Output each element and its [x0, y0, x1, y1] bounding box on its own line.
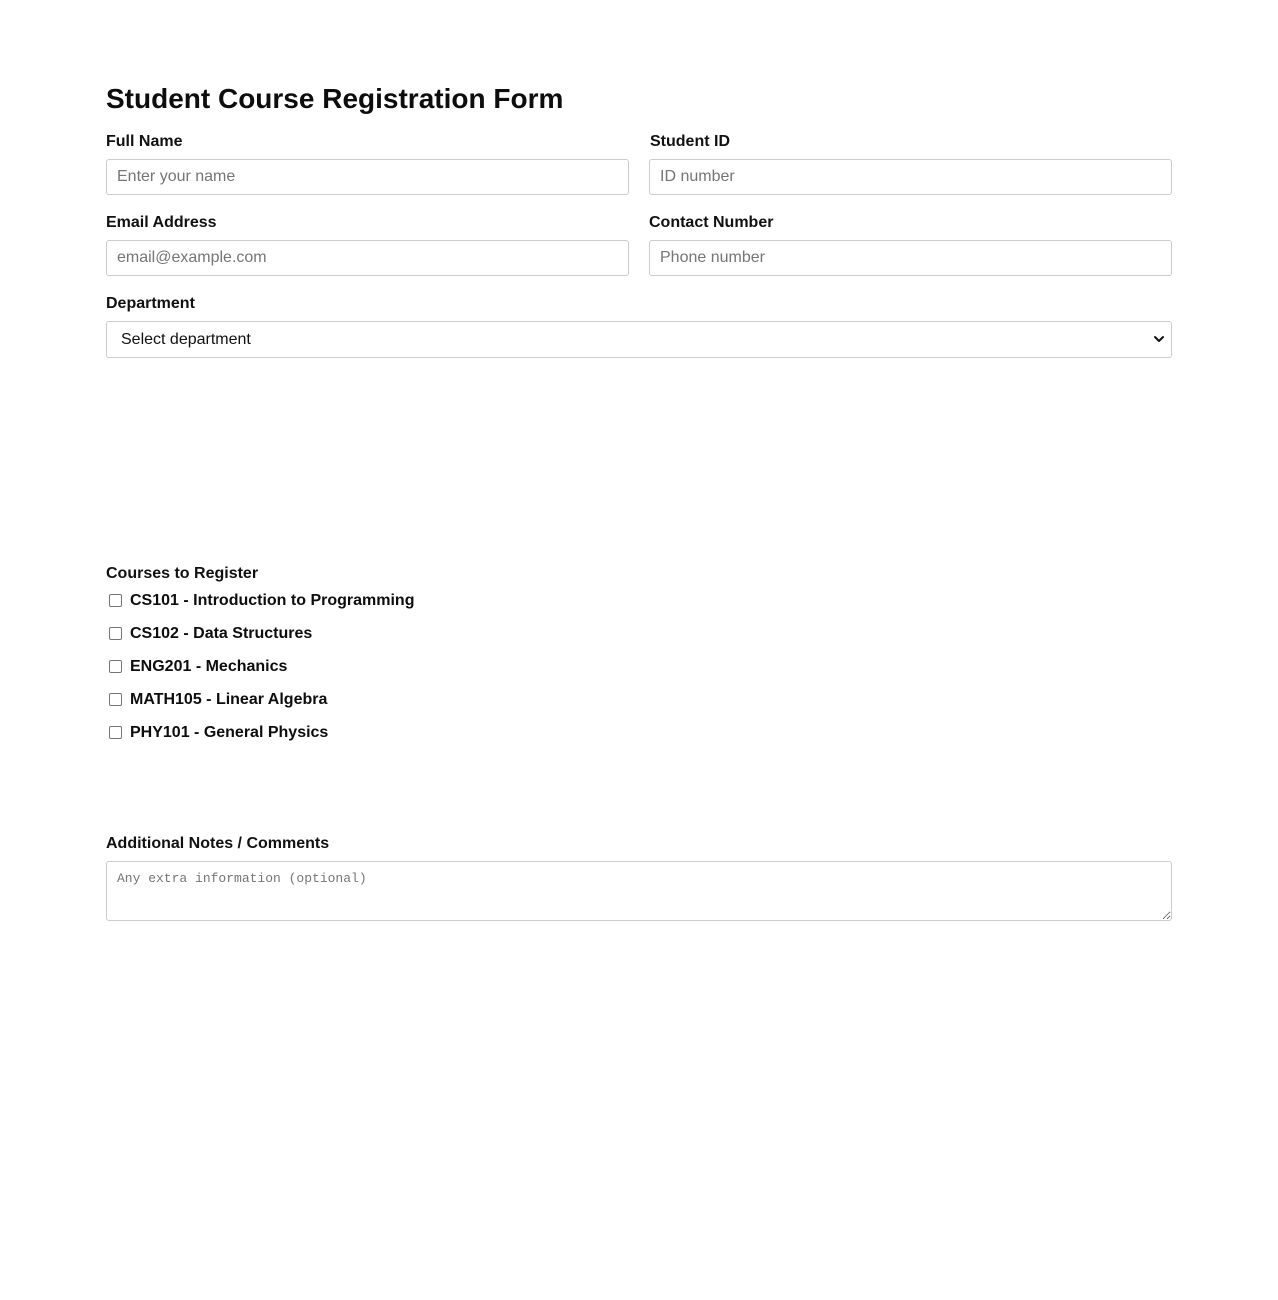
course-option-math105[interactable] [109, 689, 327, 711]
form-title: Student Course Registration Form [106, 83, 564, 114]
email-input[interactable] [106, 240, 629, 276]
chevron-down-icon [1153, 333, 1165, 345]
email-label: Email Address [106, 214, 217, 231]
department-label: Department [106, 295, 195, 312]
contact-number-input[interactable] [649, 240, 1172, 276]
courses-label: Courses to Register [106, 565, 259, 582]
course-label: PHY101 - General Physics [130, 724, 329, 741]
department-selected-value: Select department [121, 331, 251, 348]
course-checkbox[interactable] [109, 627, 122, 640]
course-option-cs101[interactable] [109, 590, 414, 612]
course-checkbox[interactable] [109, 693, 122, 706]
contact-number-label: Contact Number [649, 214, 774, 231]
notes-label: Additional Notes / Comments [106, 835, 330, 852]
course-option-cs102[interactable] [109, 623, 312, 645]
course-option-phy101[interactable] [109, 722, 328, 744]
course-label: CS101 - Introduction to Programming [130, 592, 415, 609]
course-label: CS102 - Data Structures [130, 625, 313, 642]
notes-textarea[interactable] [106, 861, 1172, 921]
course-checkbox[interactable] [109, 726, 122, 739]
course-label: MATH105 - Linear Algebra [130, 691, 328, 708]
course-label: ENG201 - Mechanics [130, 658, 288, 675]
student-id-input[interactable] [649, 159, 1172, 195]
course-checkbox[interactable] [109, 594, 122, 607]
full-name-label: Full Name [106, 133, 183, 150]
department-select[interactable] [106, 321, 1172, 358]
course-checkbox[interactable] [109, 660, 122, 673]
course-option-eng201[interactable] [109, 656, 287, 678]
full-name-input[interactable] [106, 159, 629, 195]
student-id-label: Student ID [650, 133, 730, 150]
